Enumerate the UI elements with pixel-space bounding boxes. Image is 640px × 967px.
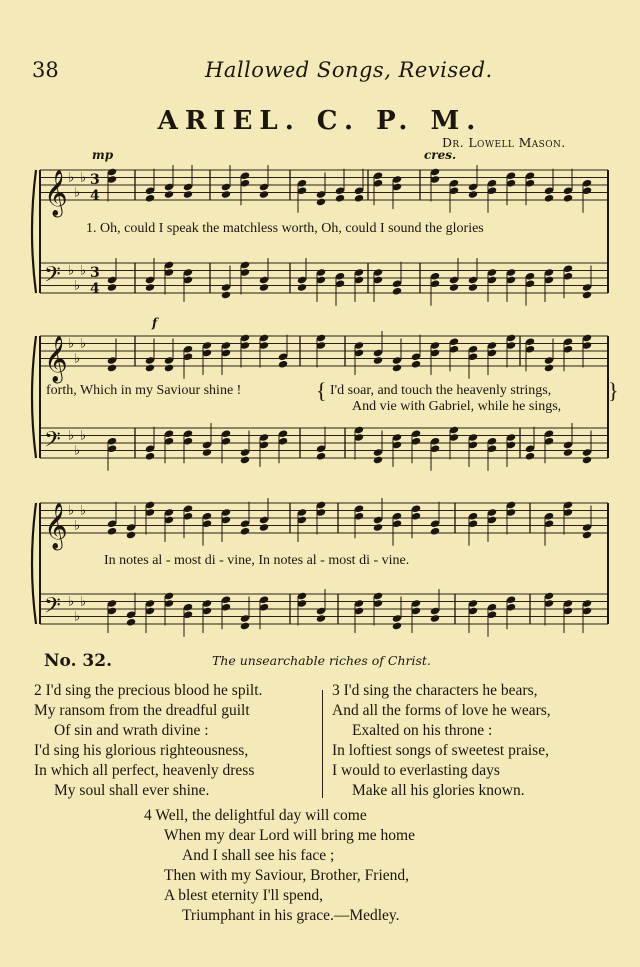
lyrics-system-2: forth, Which in my Saviour shine ! [46, 383, 242, 398]
note-head [468, 190, 478, 199]
note-head [316, 452, 326, 461]
hymn-number: No. 32. [44, 651, 112, 671]
note-head [259, 523, 269, 532]
verse-3-line-5: I would to everlasting days [332, 762, 500, 779]
brace-left: { [316, 378, 327, 403]
verse-2-line-3: Of sin and wrath divine : [54, 722, 209, 739]
tune-title: ARIEL. C. P. M. [157, 106, 483, 136]
verse-4-line-1: 4 Well, the delightful day will come [144, 807, 367, 824]
note-head [525, 452, 535, 461]
note-head [240, 622, 250, 631]
note-head [145, 194, 155, 203]
note-head [259, 283, 269, 292]
note-head [582, 291, 592, 300]
music-system [30, 495, 630, 645]
lyrics-system-1: 1. Oh, could I speak the matchless worth, Oh, could I sound the glories [86, 221, 484, 236]
dynamic-marking: mp [92, 148, 114, 162]
flat-sign: ♭ [74, 185, 81, 201]
verse-3-line-1: 3 I'd sing the characters he bears, [332, 682, 538, 699]
note-head [354, 194, 364, 203]
flat-sign: ♭ [80, 594, 87, 610]
system-brace [32, 336, 36, 458]
verse-4-line-3: And I shall see his face ; [182, 847, 335, 864]
flat-sign: ♭ [80, 503, 87, 519]
note-head [373, 356, 383, 365]
treble-clef: 𝄞 [44, 503, 68, 549]
note-head [221, 190, 231, 199]
verse-divider [322, 690, 323, 798]
verse-2-line-1: 2 I'd sing the precious blood he spilt. [34, 682, 263, 699]
verse-2-line-2: My ransom from the dreadful guilt [34, 702, 250, 719]
verse-4-line-6: Triumphant in his grace.—Medley. [182, 907, 400, 924]
time-signature: 3 [90, 172, 100, 188]
flat-sign: ♭ [68, 263, 75, 279]
flat-sign: ♭ [74, 443, 81, 459]
verse-2-line-4: I'd sing his glorious righteousness, [34, 742, 249, 759]
time-signature: 4 [90, 188, 100, 204]
note-head [221, 291, 231, 300]
verse-3-line-2: And all the forms of love he wears, [332, 702, 551, 719]
note-head [107, 364, 117, 373]
note-head [373, 523, 383, 532]
note-head [468, 283, 478, 292]
dynamic-marking: cres. [424, 148, 457, 162]
note-head [316, 198, 326, 207]
note-head [316, 614, 326, 623]
page-number: 38 [32, 58, 59, 82]
lyrics-system-3: In notes al - most di - vine, In notes al - most di - vine. [104, 553, 410, 568]
note-head [164, 364, 174, 373]
system-brace [32, 503, 36, 624]
flat-sign: ♭ [68, 170, 75, 186]
note-head [164, 190, 174, 199]
lyrics-system-2-line-2: And vie with Gabriel, while he sings, [352, 399, 562, 414]
note-head [126, 618, 136, 627]
verse-2-line-5: In which all perfect, heavenly dress [34, 762, 255, 779]
flat-sign: ♭ [68, 503, 75, 519]
treble-clef: 𝄞 [44, 170, 68, 216]
verse-3-line-3: Exalted on his throne : [352, 722, 493, 739]
note-head [582, 456, 592, 465]
note-head [107, 527, 117, 536]
flat-sign: ♭ [68, 594, 75, 610]
note-head [107, 283, 117, 292]
note-head [145, 452, 155, 461]
flat-sign: ♭ [80, 170, 87, 186]
flat-sign: ♭ [80, 263, 87, 279]
flat-sign: ♭ [74, 351, 81, 367]
note-head [145, 364, 155, 373]
note-head [297, 283, 307, 292]
flat-sign: ♭ [80, 428, 87, 444]
hymn-subtitle: The unsearchable riches of Christ. [212, 653, 431, 668]
verse-3-line-4: In loftiest songs of sweetest praise, [332, 742, 549, 759]
note-head [126, 531, 136, 540]
brace-right: } [608, 378, 619, 403]
note-head [240, 527, 250, 536]
flat-sign: ♭ [80, 336, 87, 352]
note-head [411, 360, 421, 369]
note-head [202, 448, 212, 457]
note-head [335, 194, 345, 203]
note-head [563, 194, 573, 203]
bass-clef: 𝄢 [44, 593, 61, 624]
running-title: Hallowed Songs, Revised. [205, 58, 493, 82]
music-system [30, 162, 630, 312]
time-signature: 3 [90, 265, 100, 281]
verse-4-line-5: A blest eternity I'll spend, [164, 887, 324, 904]
note-head [563, 448, 573, 457]
bass-clef: 𝄢 [44, 427, 61, 458]
note-head [544, 364, 554, 373]
note-head [392, 622, 402, 631]
note-head [449, 283, 459, 292]
flat-sign: ♭ [74, 518, 81, 534]
treble-clef: 𝄞 [44, 336, 68, 382]
verse-3-line-6: Make all his glories known. [352, 782, 525, 799]
flat-sign: ♭ [74, 609, 81, 625]
note-head [240, 456, 250, 465]
flat-sign: ♭ [68, 428, 75, 444]
note-head [430, 614, 440, 623]
note-head [392, 287, 402, 296]
note-head [183, 190, 193, 199]
flat-sign: ♭ [68, 336, 75, 352]
verse-2-line-6: My soul shall ever shine. [54, 782, 210, 799]
time-signature: 4 [90, 281, 100, 297]
verse-4-line-2: When my dear Lord will bring me home [164, 827, 415, 844]
note-head [259, 190, 269, 199]
bass-clef: 𝄢 [44, 262, 61, 293]
verse-4-line-4: Then with my Saviour, Brother, Friend, [164, 867, 410, 884]
note-head [430, 527, 440, 536]
note-head [278, 360, 288, 369]
composer-credit: Dr. Lowell Mason. [442, 135, 566, 150]
flat-sign: ♭ [74, 278, 81, 294]
lyrics-system-2-line-1: I'd soar, and touch the heavenly strings, [330, 383, 552, 398]
note-head [373, 456, 383, 465]
note-head [392, 364, 402, 373]
note-head [582, 531, 592, 540]
note-head [145, 283, 155, 292]
dynamic-marking: f [152, 316, 158, 330]
system-brace [32, 170, 36, 293]
note-head [544, 194, 554, 203]
